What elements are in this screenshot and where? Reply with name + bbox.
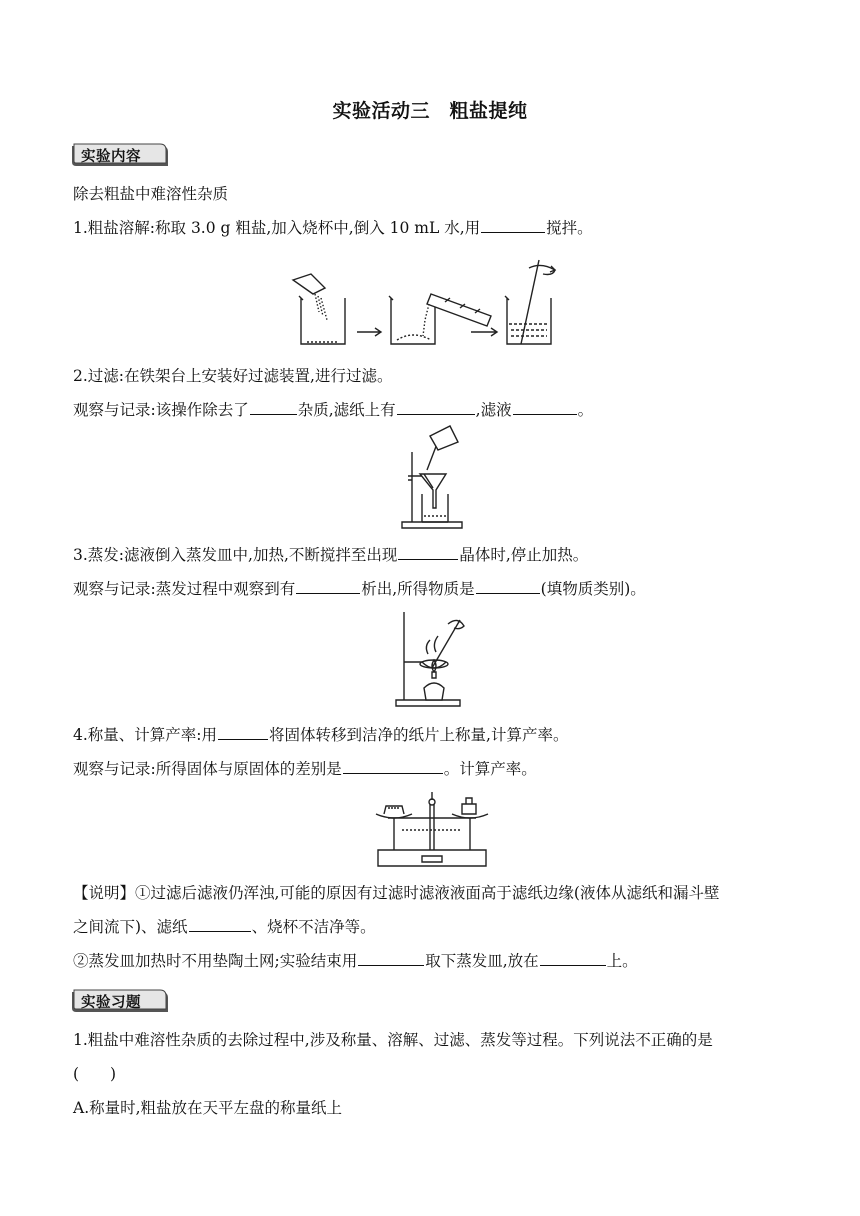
- section-tag-label: 实验内容: [81, 149, 141, 165]
- answer-blank[interactable]: [358, 951, 424, 966]
- step1-part-a: 1.粗盐溶解:称取 3.0 g 粗盐,加入烧杯中,倒入 10 mL 水,用: [73, 219, 481, 237]
- note1-line2: [73, 917, 376, 937]
- step4-part-a: 4.称量、计算产率:用: [73, 726, 218, 744]
- answer-blank[interactable]: [540, 951, 606, 966]
- answer-blank[interactable]: [397, 400, 475, 415]
- question1-option-a[interactable]: A.称量时,粗盐放在天平左盘的称量纸上: [73, 1099, 343, 1117]
- answer-blank[interactable]: [189, 917, 251, 932]
- section-tag-label: 实验习题: [81, 995, 141, 1011]
- answer-blank[interactable]: [250, 400, 297, 415]
- section-tag-experiment-content: [72, 142, 170, 168]
- filtration-figure: [400, 424, 470, 532]
- step2-obs-part-c: ,滤液: [475, 401, 512, 419]
- answer-blank[interactable]: [296, 579, 360, 594]
- balance-figure: [372, 784, 492, 870]
- note1-line1: 【说明】①过滤后滤液仍浑浊,可能的原因有过滤时滤液液面高于滤纸边缘(液体从滤纸和漏斗壁: [73, 884, 720, 902]
- step2-obs-part-b: 杂质,滤纸上有: [297, 401, 396, 419]
- note2-part-c: 上。: [606, 952, 638, 970]
- note2-part-b: 取下蒸发皿,放在: [425, 952, 539, 970]
- answer-blank[interactable]: [398, 545, 458, 560]
- step3-part-a: 3.蒸发:滤液倒入蒸发皿中,加热,不断搅拌至出现: [73, 546, 398, 564]
- page-title: 实验活动三 粗盐提纯: [332, 100, 528, 122]
- note2: [73, 951, 638, 971]
- intro-text: 除去粗盐中难溶性杂质: [73, 185, 229, 203]
- answer-blank[interactable]: [218, 725, 268, 740]
- step3-text: [73, 545, 588, 565]
- step4-obs-part-b: 。计算产率。: [443, 760, 537, 778]
- question1-stem: 1.粗盐中难溶性杂质的去除过程中,涉及称量、溶解、过滤、蒸发等过程。下列说法不正确的是: [73, 1031, 713, 1049]
- step1-part-b: 搅拌。: [546, 219, 593, 237]
- step3-observation: [73, 579, 646, 599]
- step2-observation: [73, 400, 593, 420]
- step3-obs-part-c: (填物质类别)。: [540, 580, 646, 598]
- step3-obs-part-b: 析出,所得物质是: [361, 580, 475, 598]
- step4-part-b: 将固体转移到洁净的纸片上称量,计算产率。: [269, 726, 569, 744]
- answer-blank[interactable]: [343, 759, 443, 774]
- step2-obs-part-d: 。: [577, 401, 594, 419]
- evaporation-figure: [394, 606, 470, 710]
- answer-blank[interactable]: [513, 400, 577, 415]
- answer-blank[interactable]: [476, 579, 540, 594]
- step2-obs-part-a: 观察与记录:该操作除去了: [73, 401, 249, 419]
- question1-answer-paren[interactable]: ( ): [73, 1065, 117, 1083]
- step2-text: 2.过滤:在铁架台上安装好过滤装置,进行过滤。: [73, 367, 393, 385]
- step1-text: [73, 218, 593, 238]
- note1-part-b: 之间流下)、滤纸: [73, 918, 188, 936]
- section-tag-exercises: [72, 988, 170, 1014]
- answer-blank[interactable]: [481, 218, 545, 233]
- step3-part-b: 晶体时,停止加热。: [459, 546, 589, 564]
- dissolving-figure: [285, 258, 575, 350]
- step4-observation: [73, 759, 537, 779]
- step4-obs-part-a: 观察与记录:所得固体与原固体的差别是: [73, 760, 342, 778]
- note2-part-a: ②蒸发皿加热时不用垫陶土网;实验结束用: [73, 952, 358, 970]
- step4-text: [73, 725, 568, 745]
- step3-obs-part-a: 观察与记录:蒸发过程中观察到有: [73, 580, 296, 598]
- note1-part-c: 、烧杯不洁净等。: [251, 918, 376, 936]
